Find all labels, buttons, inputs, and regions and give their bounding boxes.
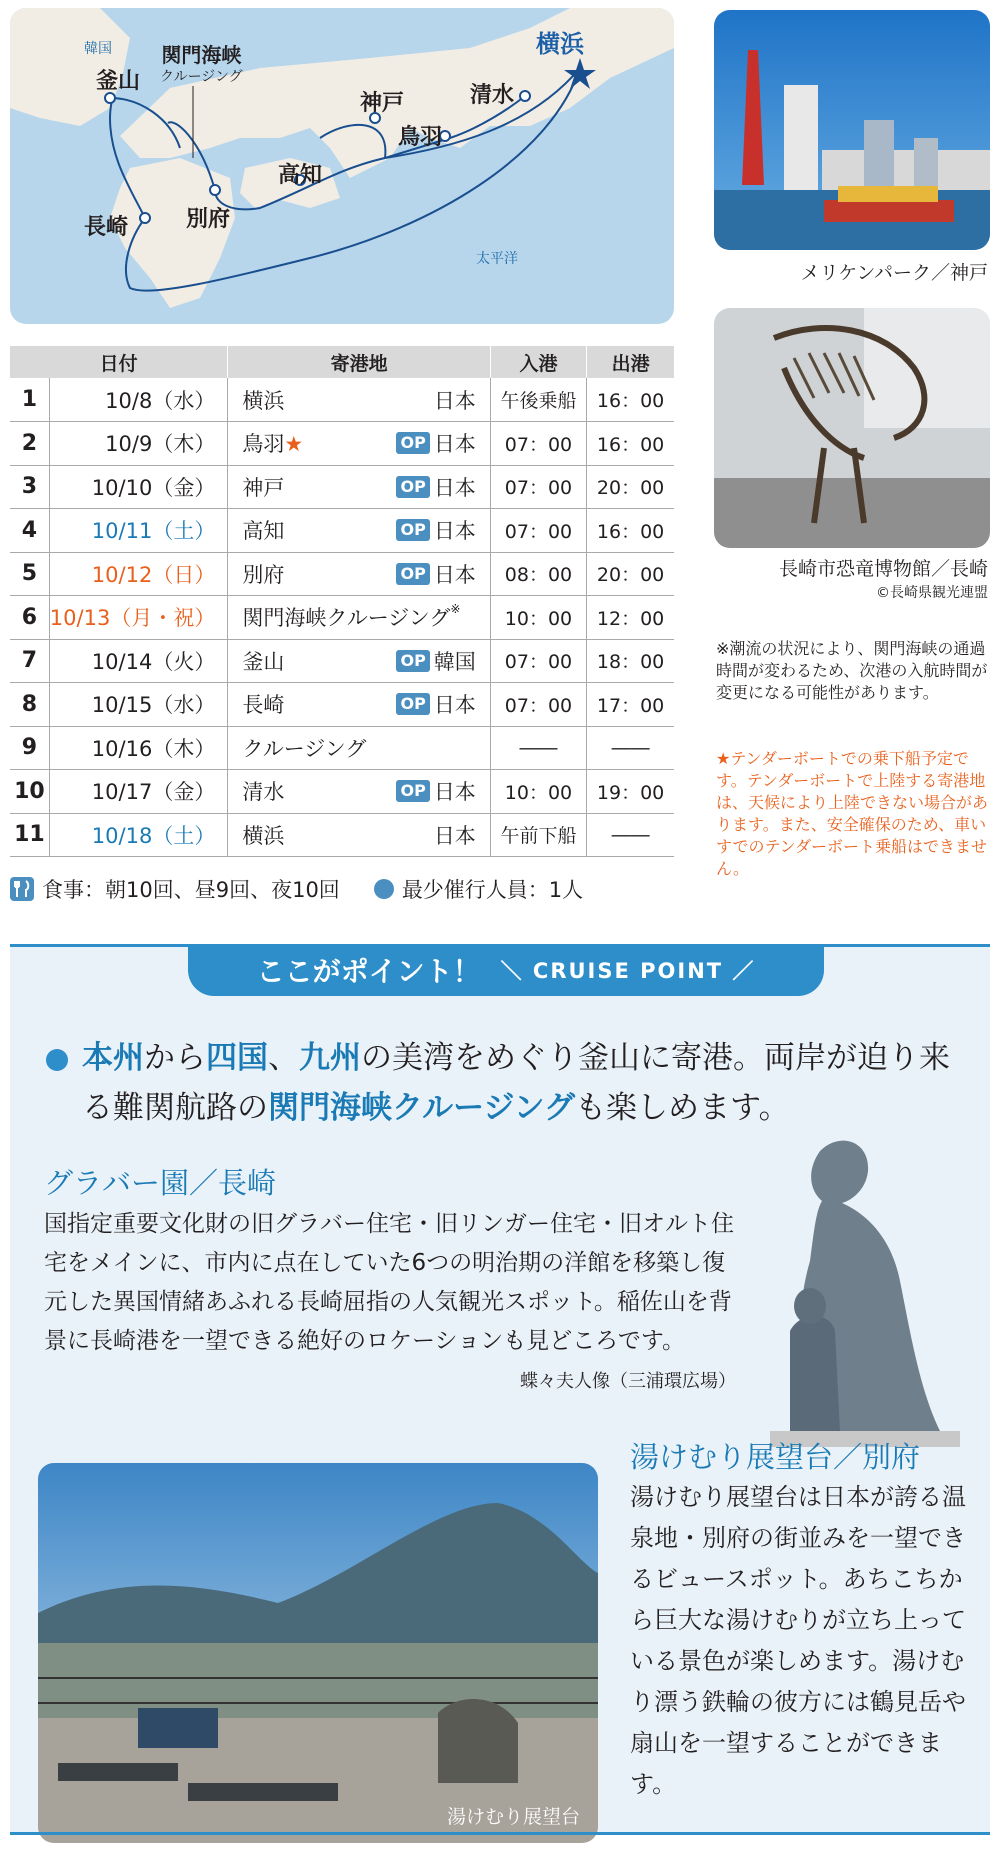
port-name: 横浜 [242,823,285,848]
country: 日本 [433,780,476,805]
country: 日本 [433,475,476,500]
optional-tour-badge: OP [396,519,429,541]
statue-caption: 蝶々夫人像（三浦環広場） [520,1371,736,1392]
map-label-toba: 鳥羽 [398,125,443,150]
header-arrival: 入港 [490,346,586,378]
port-cell [228,596,490,640]
table-row [10,596,674,640]
arrival-time: ―― [490,726,586,770]
port-name: 横浜 [242,388,285,413]
day-number: 6 [10,596,49,640]
table-row [10,770,674,814]
port-cell [228,422,490,466]
optional-tour-badge: OP [396,650,429,672]
day-number: 11 [10,813,49,857]
arrival-time: 午前下船 [490,813,586,857]
lead-highlight-kyushu: 九州 [299,1040,361,1076]
map-label-kobe: 神戸 [360,91,405,116]
day-number: 7 [10,639,49,683]
map-label-beppu: 別府 [186,207,231,232]
arrival-time: 07：00 [490,422,586,466]
port-name: 高知 [242,519,285,544]
map-label-korea: 韓国 [84,41,112,57]
table-row [10,465,674,509]
kobe-photo-image [714,10,990,250]
statue-photo [750,1131,970,1451]
map-label-kochi: 高知 [278,163,323,188]
departure-time: 17：00 [587,683,674,727]
table-header-row [10,346,674,378]
departure-time: 20：00 [587,465,674,509]
port-name: 清水 [242,780,285,805]
port-cell [228,770,490,814]
table-row [10,552,674,596]
arrival-time: 07：00 [490,509,586,553]
kobe-photo-caption: メリケンパーク／神戸 [800,262,988,284]
port-tags [396,515,475,545]
port-name: クルージング [242,736,367,761]
panel-bottom-rule [10,1832,990,1835]
arrival-time: 07：00 [490,683,586,727]
departure-time: 16：00 [587,422,674,466]
lead-text-part: も楽しめます。 [575,1090,790,1126]
map-label-pacific: 太平洋 [476,251,518,267]
dinosaur-photo-image [714,308,990,548]
arrival-time: 10：00 [490,596,586,640]
optional-tour-badge: OP [396,432,429,454]
kanmon-footnote: ※潮流の状況により、関門海峡の通過時間が変わるため、次港の入航時間が変更になる可能性があります。 [716,639,988,702]
departure-time: 18：00 [587,639,674,683]
port-tags [434,820,476,850]
departure-time: ―― [587,813,674,857]
country: 日本 [433,823,476,848]
departure-time: 12：00 [587,596,674,640]
port-name: 別府 [242,562,285,587]
map-label-nagasaki: 長崎 [84,215,129,240]
yukemuri-photo-image [38,1463,598,1843]
date: 10/16（木） [49,726,228,770]
port-tags [396,646,475,676]
country: 日本 [433,562,476,587]
date: 10/13（月・祝） [49,596,228,640]
port-cell [228,683,490,727]
port-tags [396,428,475,458]
date: 10/17（金） [49,770,228,814]
table-row [10,378,674,422]
port-tags [396,559,475,589]
day-number: 2 [10,422,49,466]
meals-text: 食事：朝10回、昼9回、夜10回 [42,878,340,902]
departure-time: 20：00 [587,552,674,596]
port-name: 神戸 [242,475,285,500]
optional-tour-badge: OP [396,780,429,802]
dinosaur-photo-caption: 長崎市恐竜博物館／長崎 [778,558,988,580]
date: 10/8（水） [49,378,228,422]
country: 韓国 [433,649,476,674]
yukemuri-photo [38,1463,598,1843]
port-tags [434,385,476,415]
yukemuri-photo-caption: 湯けむり展望台 [446,1806,580,1828]
note-mark: ※ [450,602,461,617]
date: 10/11（土） [49,509,228,553]
header-departure: 出港 [587,346,674,378]
table-row [10,639,674,683]
kobe-photo [714,10,990,250]
port-tags [396,472,475,502]
header-port: 寄港地 [228,346,490,378]
cruise-point-panel [10,944,990,1834]
cruise-point-banner [188,944,824,996]
lead-highlight-kanmon: 関門海峡クルージング [268,1090,576,1126]
country: 日本 [433,432,476,457]
glover-title: グラバー園／長崎 [44,1166,277,1200]
route-map [10,8,674,324]
map-label-busan: 釜山 [96,69,141,94]
country: 日本 [433,693,476,718]
port-tags [396,689,475,719]
itinerary-table [10,346,674,857]
date: 10/14（火） [49,639,228,683]
port-cell [228,552,490,596]
itinerary-body [10,378,674,857]
departure-time: 19：00 [587,770,674,814]
lead-text-part: から [144,1040,206,1076]
statue-photo-image [750,1131,970,1451]
day-number: 8 [10,683,49,727]
table-row [10,683,674,727]
lead-bullet-icon [46,1049,68,1071]
date: 10/15（水） [49,683,228,727]
day-number: 1 [10,378,49,422]
table-row [10,813,674,857]
lead-highlight-shikoku: 四国 [206,1040,268,1076]
port-cell [228,465,490,509]
min-people-text: 最少催行人員：1人 [401,878,584,902]
day-number: 9 [10,726,49,770]
arrival-time: 08：00 [490,552,586,596]
arrival-time: 10：00 [490,770,586,814]
yukemuri-title: 湯けむり展望台／別府 [630,1440,921,1474]
port-name: 関門海峡クルージング [242,606,451,631]
cutlery-icon [10,877,34,901]
arrival-time: 午後乗船 [490,378,586,422]
port-name: 釜山 [242,649,285,674]
country: 日本 [433,388,476,413]
optional-tour-badge: OP [396,563,429,585]
lead-highlight-honshu: 本州 [82,1040,144,1076]
date: 10/18（土） [49,813,228,857]
port-cell [228,639,490,683]
date: 10/9（木） [49,422,228,466]
header-date: 日付 [10,346,228,378]
map-label-kanmon-main: 関門海峡 [161,43,242,67]
departure-time: 16：00 [587,509,674,553]
departure-time: 16：00 [587,378,674,422]
lead-text-part: 、 [268,1040,299,1076]
day-number: 4 [10,509,49,553]
port-cell [228,726,490,770]
dinosaur-photo-credit: ©長崎県観光連盟 [876,585,988,601]
lead-text [46,1033,966,1133]
meal-info [10,874,583,904]
port-cell [228,378,490,422]
optional-tour-badge: OP [396,693,429,715]
map-label-kanmon-sub: クルージング [160,69,243,85]
tender-footnote: ★テンダーボートでの乗下船予定です。テンダーボートで上陸する寄港地は、天候により上陸できない場合があります。また、安全確保のため、車いすでのテンダーボート乗船はできません。 [716,749,989,878]
day-number: 3 [10,465,49,509]
table-row [10,509,674,553]
map-label-kanmon [160,44,243,88]
bullet-icon [374,879,394,899]
table-row [10,422,674,466]
port-name: 鳥羽 [242,432,285,457]
dinosaur-photo [714,308,990,548]
lead-text-part: の美湾をめぐり釜山に寄港。両岸が迫り来る難関航路の [82,1040,950,1126]
banner-subtitle: ＼ CRUISE POINT ／ [500,959,756,983]
date: 10/12（日） [49,552,228,596]
tender-star-icon: ★ [284,432,304,457]
map-label-yokohama: 横浜 [536,30,584,58]
country: 日本 [433,519,476,544]
port-tags [396,776,475,806]
optional-tour-badge: OP [396,476,429,498]
departure-time: ―― [587,726,674,770]
port-name: 長崎 [242,693,285,718]
port-cell [228,813,490,857]
glover-body: 国指定重要文化財の旧グラバー住宅・旧リンガー住宅・旧オルト住宅をメインに、市内に点在していた6つの明治期の洋館を移築し復元した異国情緒あふれる長崎屈指の人気観光スポット。稲佐山を背景に長崎港を一望できる絶好のロケーションも見どころです。 [44,1211,734,1354]
day-number: 10 [10,770,49,814]
arrival-time: 07：00 [490,465,586,509]
table-row [10,726,674,770]
yukemuri-body: 湯けむり展望台は日本が誇る温泉地・別府の街並みを一望できるビュースポット。あちこちから巨大な湯けむりが立ち上っている景色が楽しめます。湯けむり漂う鉄輪の彼方には鶴見岳や扇山を一望することができます。 [630,1483,966,1798]
day-number: 5 [10,552,49,596]
date: 10/10（金） [49,465,228,509]
arrival-time: 07：00 [490,639,586,683]
banner-title: ここがポイント！ [256,955,481,988]
map-label-shimizu: 清水 [470,83,515,108]
port-cell [228,509,490,553]
